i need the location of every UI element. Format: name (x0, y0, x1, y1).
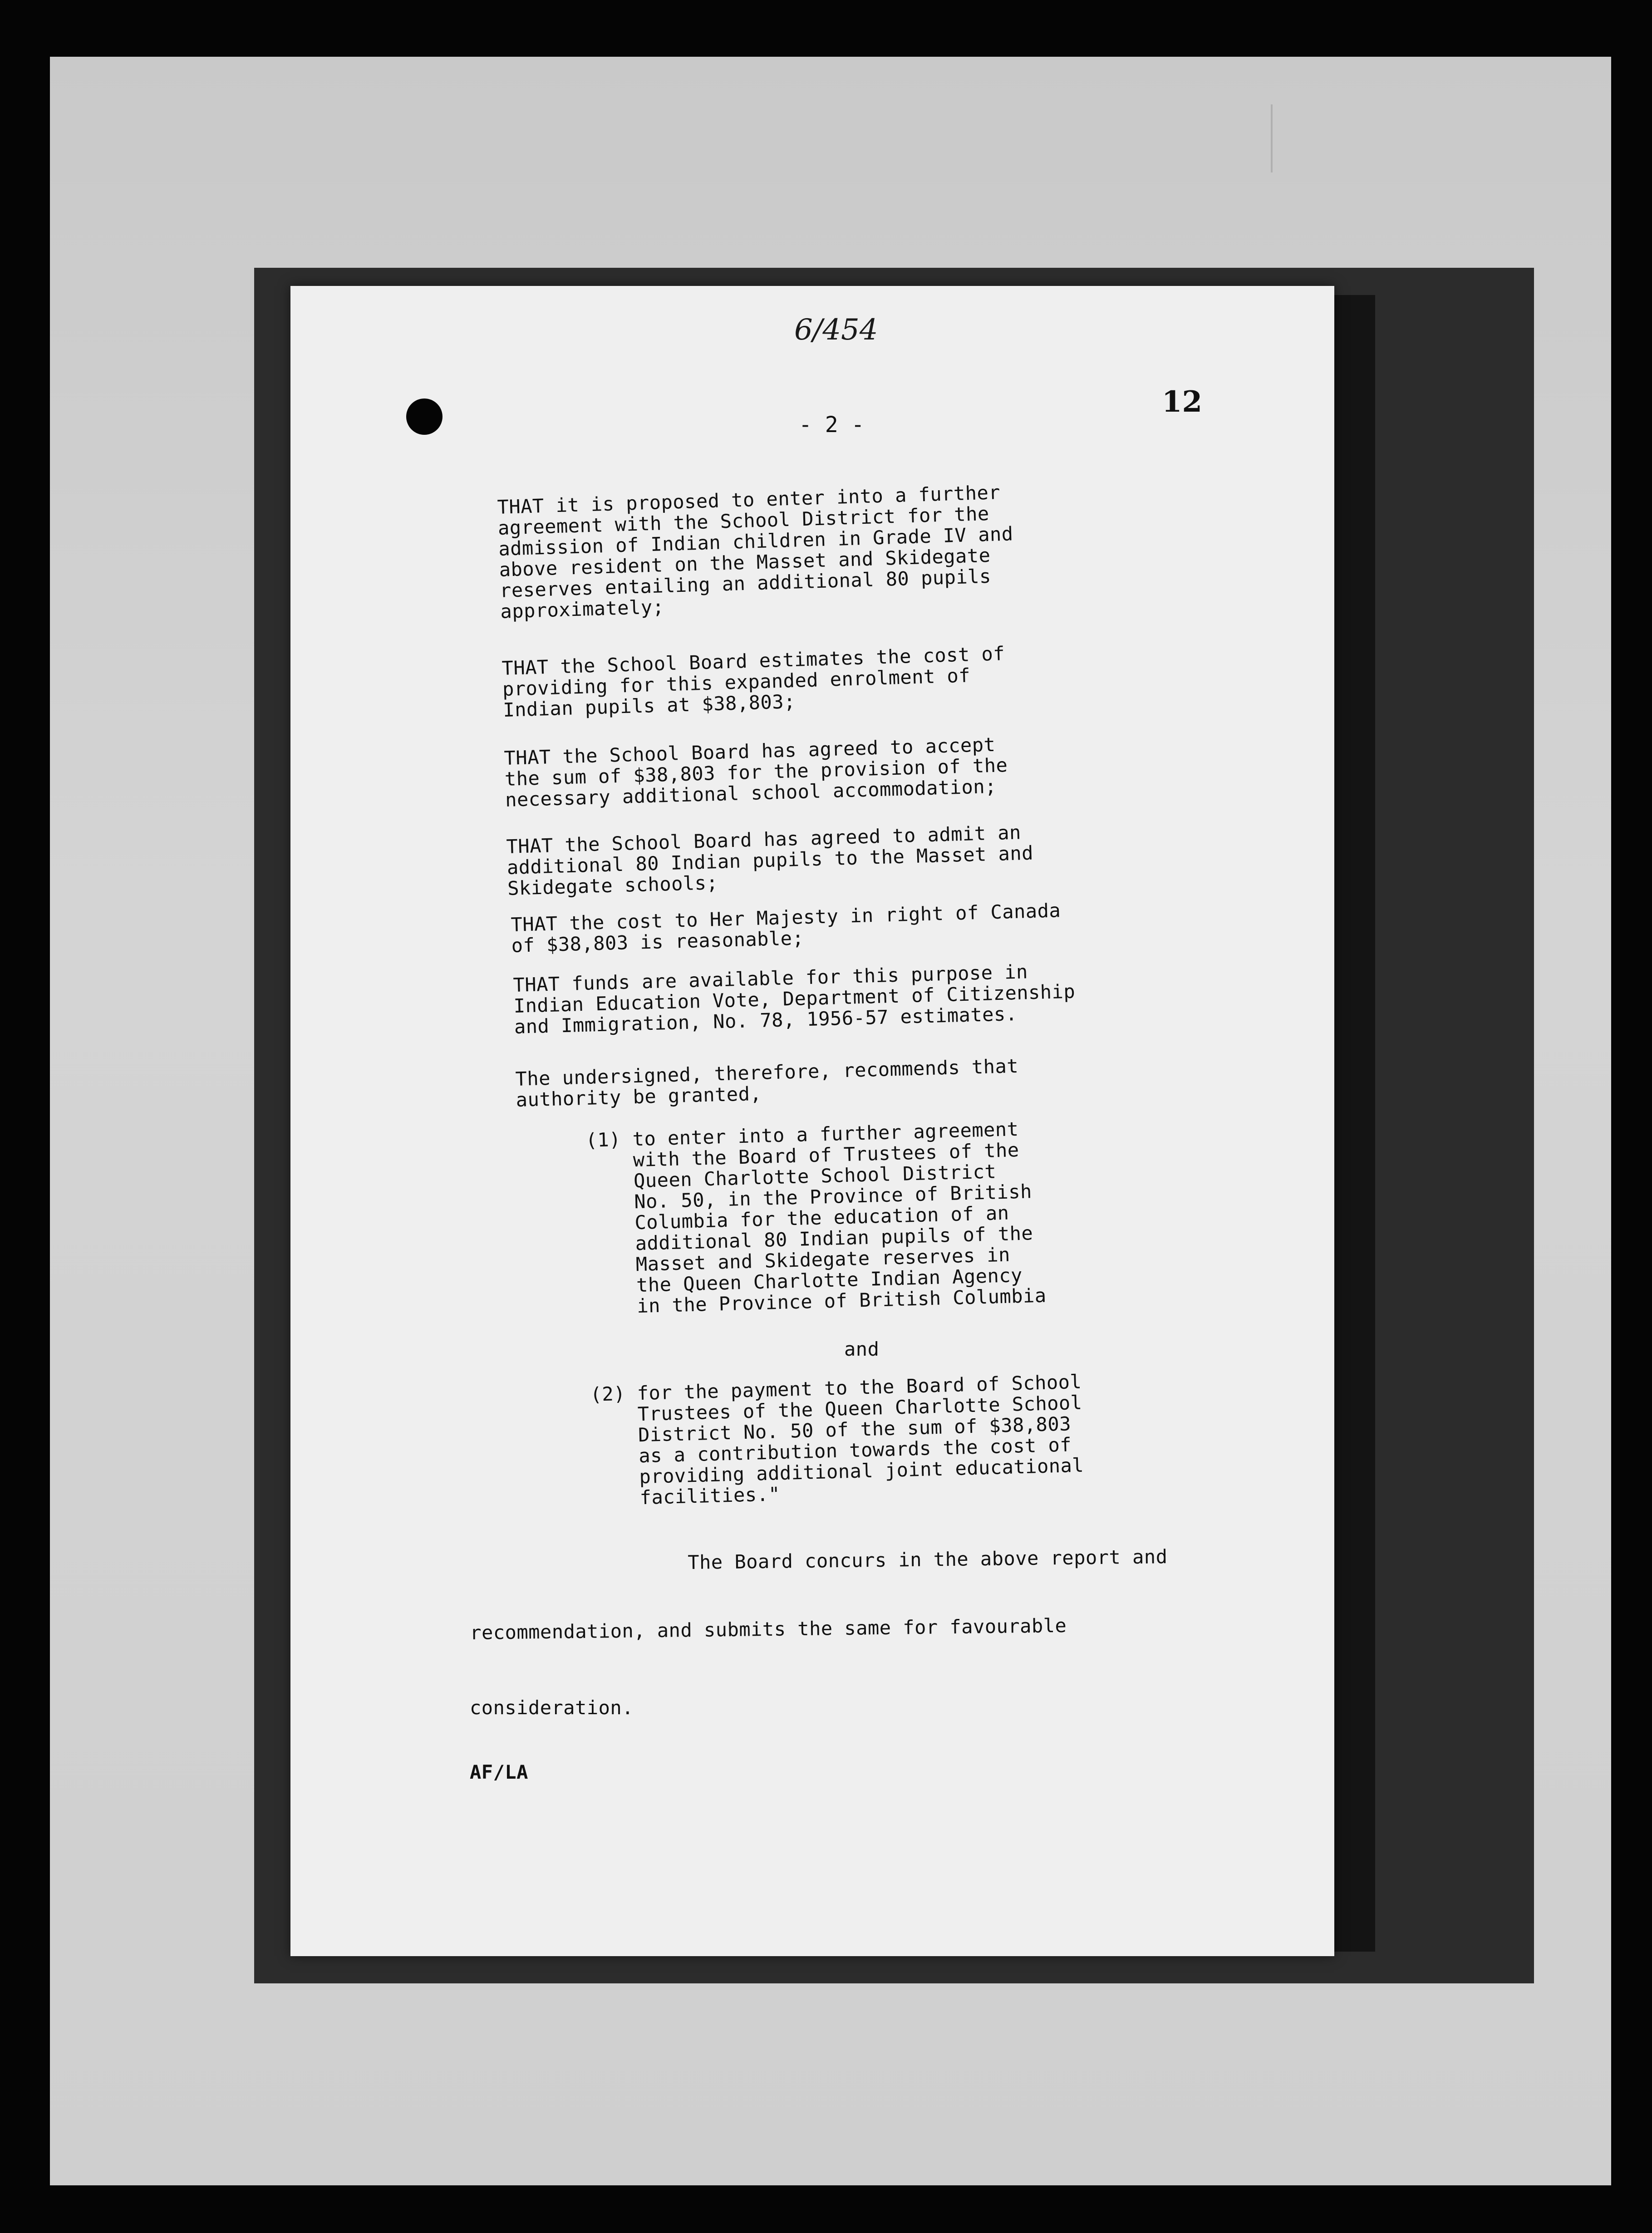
paragraph-cost-estimate: THAT the School Board estimates the cost of providing for this expanded enrolment of Indian pupils at $38,803; (501, 642, 1005, 721)
page-header: - 2 - (799, 412, 865, 438)
conclusion-line-1: The Board concurs in the above report and (687, 1545, 1168, 1574)
paragraph-cost-reasonable: THAT the cost to Her Majesty in right of Canada of $38,803 is reasonable; (510, 899, 1061, 957)
paragraph-funds-available: THAT funds are available for this purpose in Indian Education Vote, Department of Citizenship and Immigration, No. 78, 1956-57 estimates. (512, 960, 1076, 1038)
punch-hole (406, 398, 442, 435)
list-item-payment: (2) for the payment to the Board of School Trustees of the Queen Charlotte School District No. 50 of the sum of $38,803 as a contribution towards the cost of providing additional joint educational facilities." (590, 1370, 1084, 1510)
reference-number: 6/454 (794, 313, 878, 347)
paragraph-recommendation: The undersigned, therefore, recommends that authority be granted, (515, 1054, 1019, 1111)
paragraph-admit-pupils: THAT the School Board has agreed to admit an additional 80 Indian pupils to the Masset and Skidegate schools; (506, 821, 1034, 900)
frame-scratch-mark (1271, 104, 1336, 172)
list-item-agreement: (1) to enter into a further agreement with the Board of Trustees of the Queen Charlotte School District No. 50, in the Province of British Columbia for the education of an additional 80 Indian pupils of the Masset and Skidegate reserves in the Queen Charlotte Indian Agency in the Province of British Columbia (585, 1118, 1047, 1318)
signature-initials: AF/LA (470, 1761, 528, 1783)
page-number: 12 (1162, 385, 1203, 419)
paragraph-proposal: THAT it is proposed to enter into a further agreement with the School District for the admission of Indian children in Grade IV and above resident on the Masset and Skidegate reserves entailing an additional 80 pupils approximately; (497, 481, 1014, 623)
conclusion-line-2: recommendation, and submits the same for favourable (469, 1614, 1067, 1644)
sheet-shadow (1334, 295, 1375, 1952)
conjunction-and: and (844, 1338, 880, 1360)
paragraph-accept-sum: THAT the School Board has agreed to accept the sum of $38,803 for the provision of the necessary additional school accommodation; (503, 733, 1008, 811)
conclusion-line-3: consideration. (470, 1697, 634, 1719)
